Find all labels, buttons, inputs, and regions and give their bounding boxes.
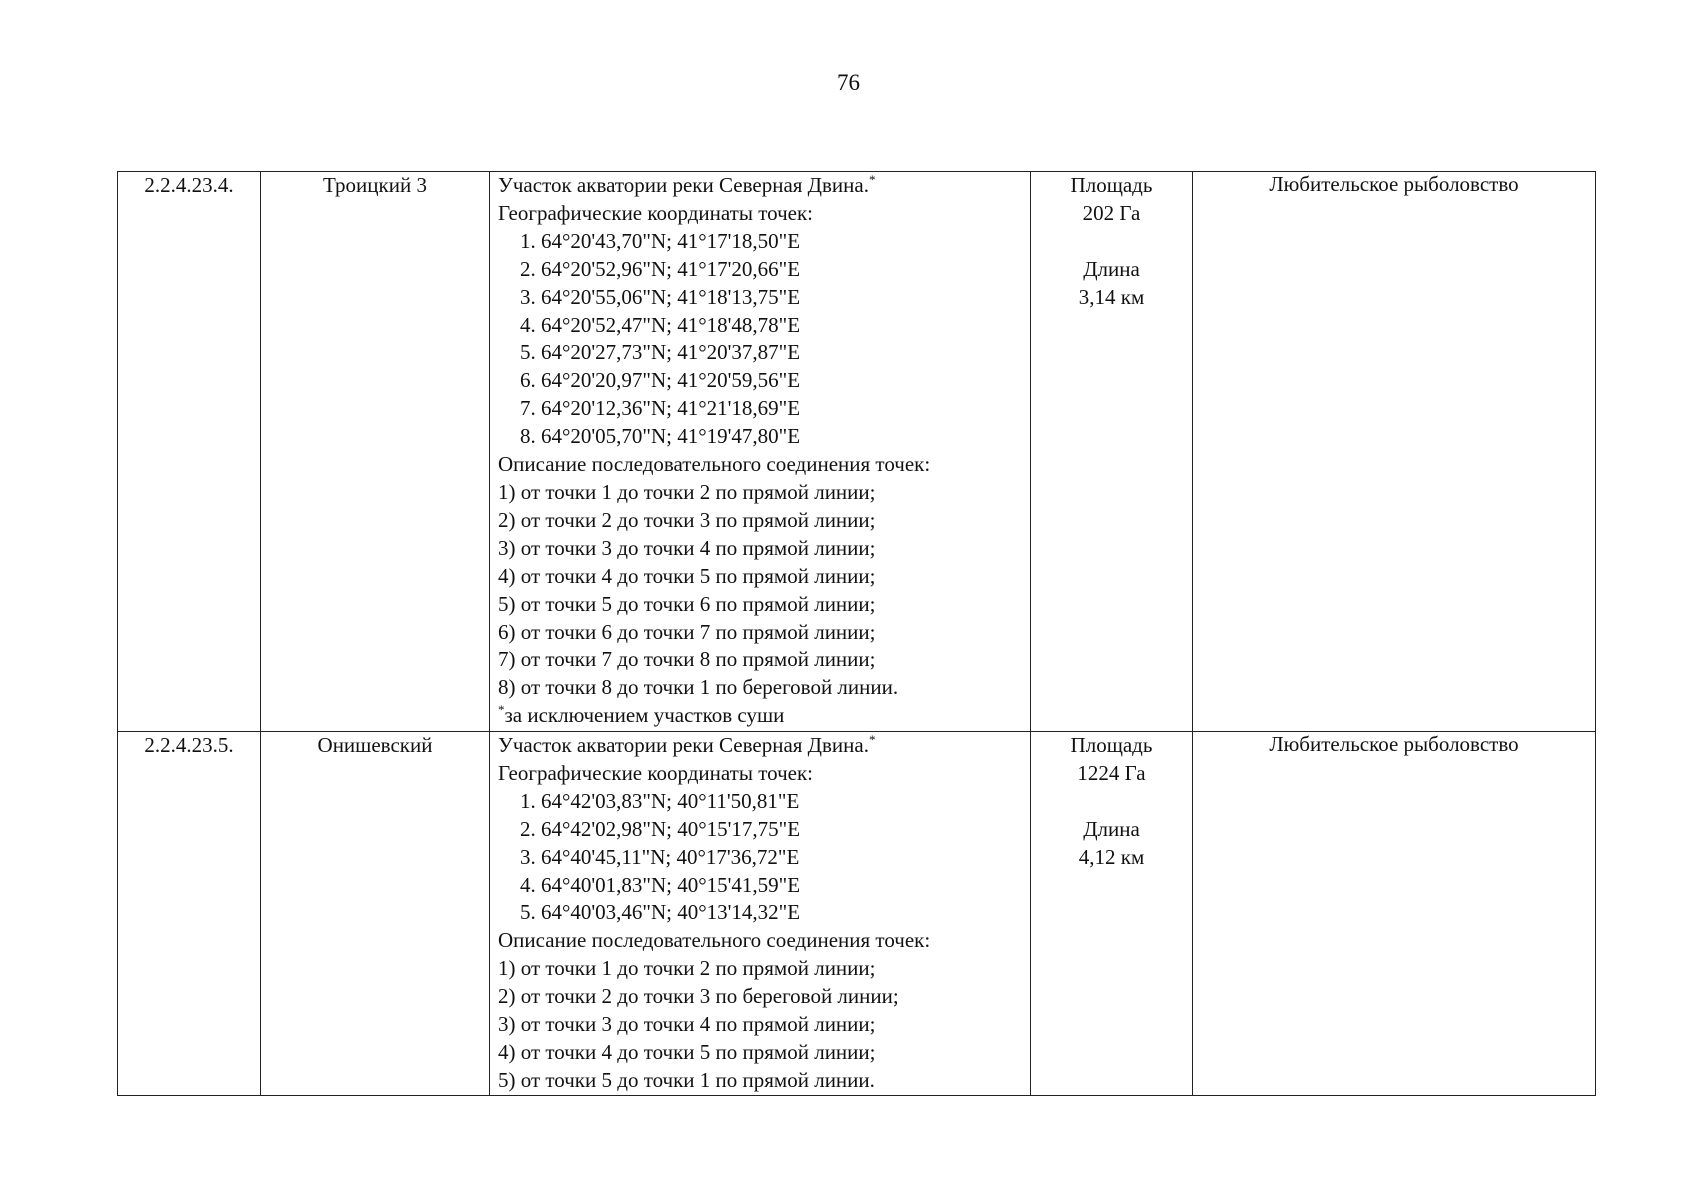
table-row xyxy=(118,172,1596,732)
coordinate-point: 3. 64°20'55,06"N; 41°18'13,75"E xyxy=(520,284,801,309)
length-value: 4,12 км xyxy=(1078,844,1145,869)
coordinate-point: 3. 64°40'45,11"N; 40°17'36,72"E xyxy=(520,844,800,869)
area-description xyxy=(490,172,1031,732)
coordinate-point: 1. 64°20'43,70"N; 41°17'18,50"E xyxy=(520,228,801,253)
area-parameters xyxy=(1031,732,1193,1096)
area-description xyxy=(490,732,1031,1096)
area-value: 1224 Га xyxy=(1077,760,1146,785)
connection-item: 4) от точки 4 до точки 5 по прямой линии; xyxy=(498,563,876,588)
connection-item: 5) от точки 5 до точки 1 по прямой линии. xyxy=(498,1067,875,1092)
connection-item: 7) от точки 7 до точки 8 по прямой линии; xyxy=(498,647,876,672)
area-code: 2.2.4.23.4. xyxy=(118,172,261,732)
area-value: 202 Га xyxy=(1082,200,1141,225)
connection-item: 2) от точки 2 до точки 3 по прямой линии; xyxy=(498,507,876,532)
area-code: 2.2.4.23.5. xyxy=(118,732,261,1096)
coordinate-point: 4. 64°20'52,47"N; 41°18'48,78"E xyxy=(520,312,801,337)
connection-item: 5) от точки 5 до точки 6 по прямой линии; xyxy=(498,591,876,616)
area-name: Онишевский xyxy=(261,732,490,1096)
connection-item: 6) от точки 6 до точки 7 по прямой линии; xyxy=(498,619,876,644)
description-title: Участок акватории реки Северная Двина.* xyxy=(498,732,876,757)
area-parameters xyxy=(1031,172,1193,732)
length-label: Длина xyxy=(1083,816,1140,841)
coords-header: Географические координаты точек: xyxy=(498,760,813,785)
connection-item: 1) от точки 1 до точки 2 по прямой линии; xyxy=(498,479,876,504)
coordinate-point: 5. 64°40'03,46"N; 40°13'14,32"E xyxy=(520,900,801,925)
usage-type: Любительское рыболовство xyxy=(1193,172,1596,732)
area-label: Площадь xyxy=(1070,173,1153,197)
footnote-mark: * xyxy=(868,172,876,187)
coords-header: Географические координаты точек: xyxy=(498,200,813,225)
fishing-areas-table xyxy=(117,171,1596,1096)
coordinate-point: 1. 64°42'03,83"N; 40°11'50,81"E xyxy=(520,788,800,813)
area-label: Площадь xyxy=(1070,733,1153,757)
connection-item: 8) от точки 8 до точки 1 по береговой линии. xyxy=(498,675,899,700)
coordinate-point: 7. 64°20'12,36"N; 41°21'18,69"E xyxy=(520,396,801,421)
usage-type: Любительское рыболовство xyxy=(1193,732,1596,1096)
table-row xyxy=(118,732,1596,1096)
area-name: Троицкий 3 xyxy=(261,172,490,732)
coordinate-point: 4. 64°40'01,83"N; 40°15'41,59"E xyxy=(520,872,801,897)
length-value: 3,14 км xyxy=(1078,284,1145,309)
connections-header: Описание последовательного соединения точек: xyxy=(498,928,931,953)
connection-item: 4) от точки 4 до точки 5 по прямой линии; xyxy=(498,1039,876,1064)
footnote: *за исключением участков суши xyxy=(498,702,785,728)
footnote-mark: * xyxy=(868,732,876,747)
connection-item: 1) от точки 1 до точки 2 по прямой линии; xyxy=(498,956,876,981)
coordinate-point: 2. 64°42'02,98"N; 40°15'17,75"E xyxy=(520,816,801,841)
coordinate-point: 2. 64°20'52,96"N; 41°17'20,66"E xyxy=(520,256,801,281)
connection-item: 3) от точки 3 до точки 4 по прямой линии; xyxy=(498,535,876,560)
connection-item: 2) от точки 2 до точки 3 по береговой линии; xyxy=(498,984,899,1009)
connection-item: 3) от точки 3 до точки 4 по прямой линии; xyxy=(498,1012,876,1037)
length-label: Длина xyxy=(1083,256,1140,281)
coordinate-point: 8. 64°20'05,70"N; 41°19'47,80"E xyxy=(520,424,801,449)
coordinate-point: 6. 64°20'20,97"N; 41°20'59,56"E xyxy=(520,368,801,393)
description-title: Участок акватории реки Северная Двина.* xyxy=(498,172,876,197)
coordinate-point: 5. 64°20'27,73"N; 41°20'37,87"E xyxy=(520,340,801,365)
page-number: 76 xyxy=(837,70,860,95)
connections-header: Описание последовательного соединения точек: xyxy=(498,452,931,477)
